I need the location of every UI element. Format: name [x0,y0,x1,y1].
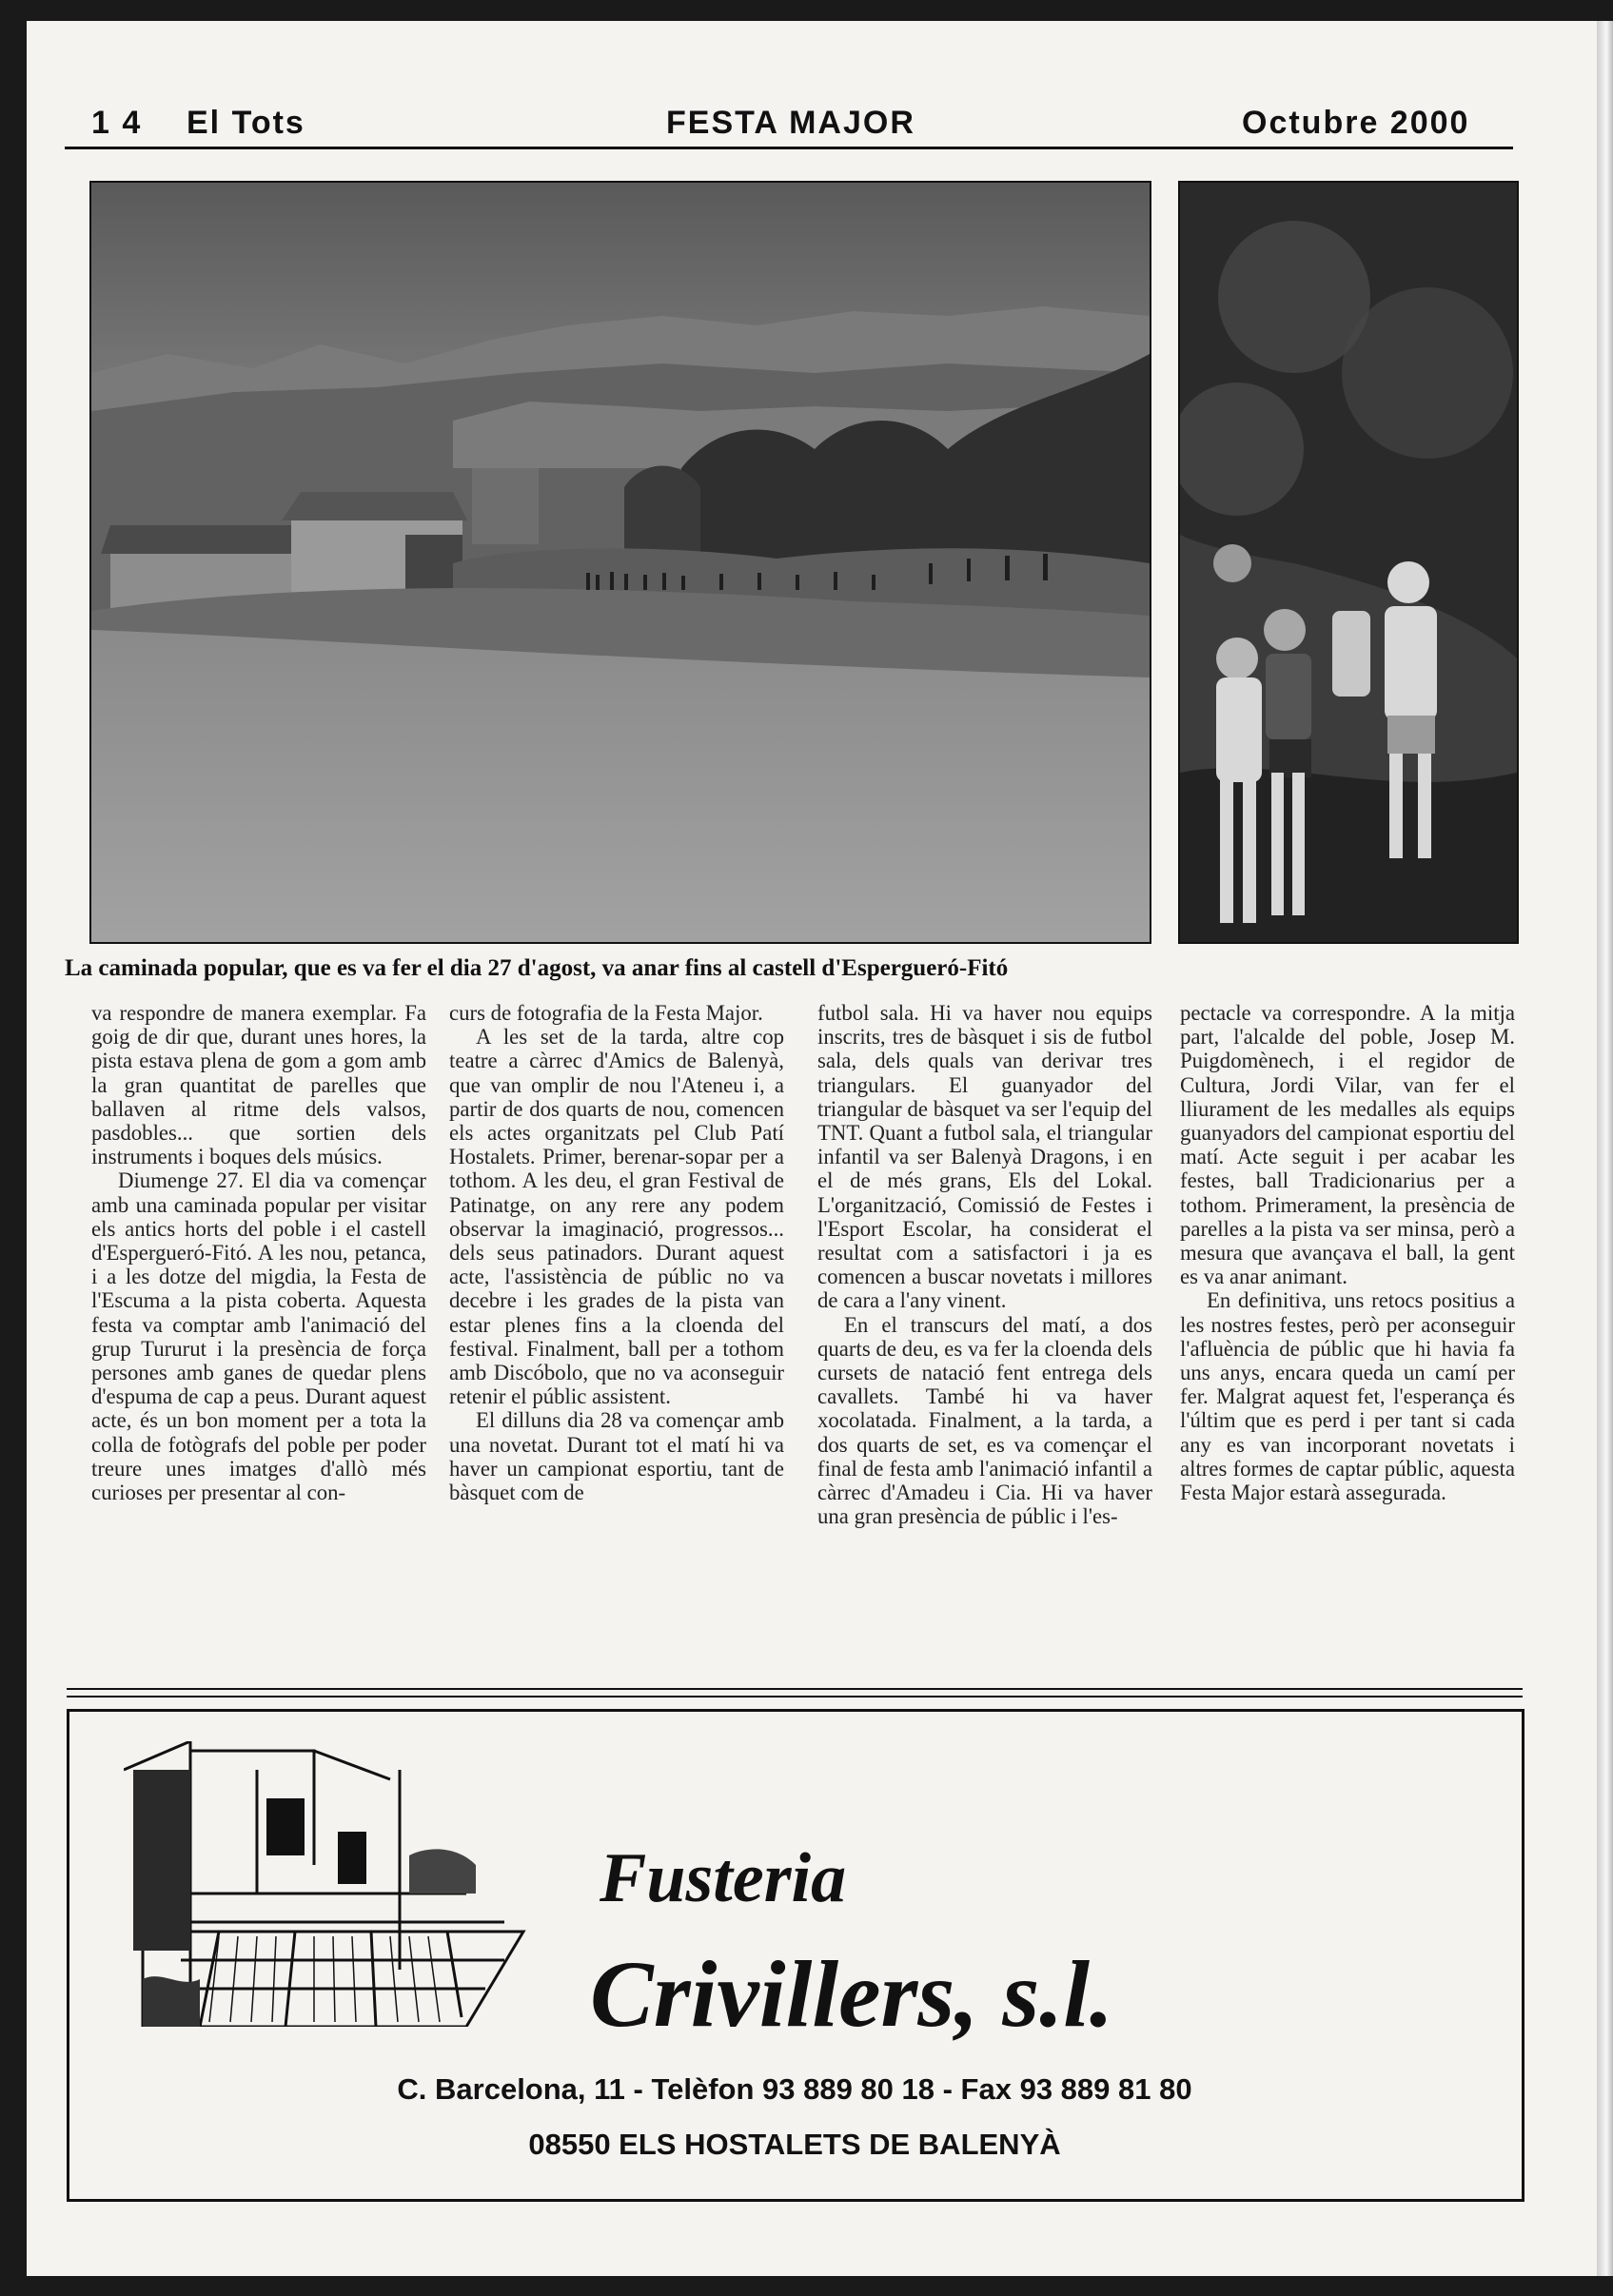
section-title: FESTA MAJOR [666,105,915,141]
article-paragraph: pectacle va correspondre. A la mitja part, l'alcalde del poble, Josep M. Puigdomènech, i el regidor de Cultura, Jordi Vilar, van fer el lliurament de les medalles als equips guanyadors del campionat esportiu del matí. Acte seguit i per acabar les festes, ball Tradicionarius per a tothom. Primerament, la presència de parelles a la pista va ser minsa, però a mesura que avançava el ball, la gent es va anar animant. [1180,1001,1515,1289]
landscape-hike-photo [89,181,1151,944]
article-paragraph: futbol sala. Hi va haver nou equips inscrits, tres de bàsquet i sis de futbol sala, dels quals van derivar tres triangulars. El guanyador del triangular de bàsquet va ser l'equip del TNT. Quant a futbol sala, el triangular infantil va ser Balenyà Dragons, i en el de més grans, Els del Lokal. L'organització, Comissió de Festes i l'Esport Escolar, ha considerat el resultat com a satisfactori i ja es comencen a buscar novetats i millores de cara a l'any vinent. [817,1001,1152,1313]
carpentry-drawing [124,1741,533,2027]
issue-date: Octubre 2000 [1242,105,1470,141]
ad-business-name: Crivillers, s.l. [590,1941,1114,2047]
article-column-1 [91,1001,426,1504]
article-paragraph: El dilluns dia 28 va començar amb una novetat. Durant tot el matí hi va haver un campionat esportiu, tant de bàsquet com de [449,1408,784,1505]
header-rule [65,147,1513,149]
ad-business-type: Fusteria [600,1839,847,1917]
article-paragraph: va respondre de manera exemplar. Fa goig de dir que, durant unes hores, la pista estava plena de gom a gom amb la gran quantitat de parelles que ballaven al ritme dels valsos, pasdobles... que sortien dels instruments i boques dels músics. [91,1001,426,1169]
publication-name: El Tots [187,105,305,141]
article-column-3 [817,1001,1152,1528]
ad-rule-top [67,1688,1523,1690]
children-walking-photo [1178,181,1519,944]
ad-address: C. Barcelona, 11 - Telèfon 93 889 80 18 - Fax 93 889 81 80 [397,2072,1192,2106]
article-paragraph: A les set de la tarda, altre cop teatre a càrrec d'Amics de Balenyà, que van omplir de nou l'Ateneu i, a partir de dos quarts de nou, comencen els actes organitzats pel Club Patí Hostalets. Primer, berenar-sopar per a tothom. A les deu, el gran Festival de Patinatge, on any rere any podem observar la imaginació, progressos... dels seus patinadors. Durant aquest acte, l'assistència de públic no va decebre i les grades de la pista van estar plenes fins a la cloenda del festival. Finalment, ball per a tothom amb Discóbolo, que no va aconseguir retenir el públic assistent. [449,1025,784,1409]
article-paragraph: En el transcurs del matí, a dos quarts de deu, es va fer la cloenda dels cursets de natació fent entrega dels cavallets. També hi va haver xocolatada. Finalment, a la tarda, a dos quarts de set, es va començar el final de festa amb l'animació infantil a càrrec d'Amadeu i Cia. Hi va haver una gran presència de públic i l'es- [817,1312,1152,1529]
page-number: 1 4 [91,105,143,141]
article-paragraph: curs de fotografia de la Festa Major. [449,1001,763,1025]
article-paragraph: Diumenge 27. El dia va començar amb una caminada popular per visitar els antics horts del poble i el castell d'Espergueró-Fitó. A les nou, petanca, i a les dotze del migdia, la Festa de l'Escuma a la pista coberta. Aquesta festa va comptar amb l'animació del grup Tururut i la presència de força persones amb ganes de quedar plens d'espuma de cap a peus. Durant aquest acte, és un bon moment per a tota la colla de fotògrafs del poble per poder treure unes imatges d'allò més curioses per presentar al con- [91,1168,426,1505]
page-edge [1597,21,1613,2276]
ad-town: 08550 ELS HOSTALETS DE BALENYÀ [528,2128,1061,2161]
article-column-2 [449,1001,784,1504]
photo-caption: La caminada popular, que es va fer el dia 27 d'agost, va anar fins al castell d'Espergueró-Fitó [65,955,1009,981]
ad-rule-bottom [67,1696,1523,1697]
article-column-4 [1180,1001,1515,1504]
article-paragraph: En definitiva, uns retocs positius a les nostres festes, però per aconseguir l'afluència de públic que hi havia fa uns anys, encara queda un camí per fer. Malgrat aquest fet, l'esperança és l'últim que es perd i per tant si cada any es van incorporant novetats i altres formes de captar públic, aquesta Festa Major estarà assegurada. [1180,1288,1515,1505]
